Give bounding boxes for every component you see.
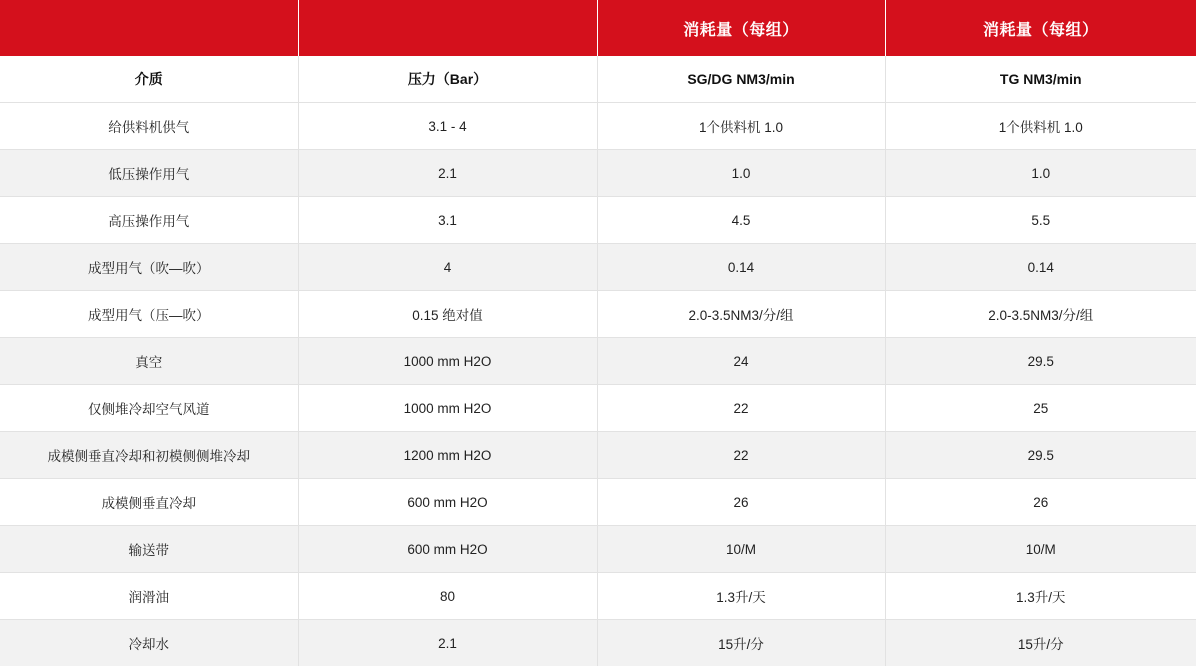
table-row <box>0 620 1196 666</box>
banner-cell-blank-medium <box>0 0 298 56</box>
table-row <box>0 291 1196 338</box>
cell-medium: 真空 <box>0 338 298 385</box>
banner-cell-consumption-tg: 消耗量（每组） <box>885 0 1196 56</box>
subheader-tg: TG NM3/min <box>885 56 1196 103</box>
cell-tg: 15升/分 <box>885 620 1196 666</box>
cell-medium: 润滑油 <box>0 573 298 620</box>
cell-tg: 10/M <box>885 526 1196 573</box>
table-row <box>0 150 1196 197</box>
cell-tg: 29.5 <box>885 432 1196 479</box>
cell-sgdg: 15升/分 <box>597 620 885 666</box>
cell-pressure: 1000 mm H2O <box>298 385 597 432</box>
cell-medium: 仅侧堆冷却空气风道 <box>0 385 298 432</box>
table-subheader-row <box>0 56 1196 103</box>
cell-sgdg: 4.5 <box>597 197 885 244</box>
cell-tg: 29.5 <box>885 338 1196 385</box>
cell-pressure: 600 mm H2O <box>298 526 597 573</box>
table-row <box>0 573 1196 620</box>
cell-medium: 成型用气（吹—吹） <box>0 244 298 291</box>
table-row <box>0 338 1196 385</box>
table-banner-row <box>0 0 1196 56</box>
cell-pressure: 80 <box>298 573 597 620</box>
cell-medium: 输送带 <box>0 526 298 573</box>
cell-medium: 给供料机供气 <box>0 103 298 150</box>
cell-pressure: 4 <box>298 244 597 291</box>
cell-pressure: 3.1 - 4 <box>298 103 597 150</box>
cell-sgdg: 2.0-3.5NM3/分/组 <box>597 291 885 338</box>
cell-sgdg: 1.0 <box>597 150 885 197</box>
cell-medium: 冷却水 <box>0 620 298 666</box>
cell-sgdg: 0.14 <box>597 244 885 291</box>
cell-medium: 成模侧垂直冷却 <box>0 479 298 526</box>
banner-cell-consumption-sgdg: 消耗量（每组） <box>597 0 885 56</box>
table-row <box>0 244 1196 291</box>
cell-tg: 26 <box>885 479 1196 526</box>
subheader-medium: 介质 <box>0 56 298 103</box>
cell-tg: 25 <box>885 385 1196 432</box>
subheader-pressure: 压力（Bar） <box>298 56 597 103</box>
cell-sgdg: 1.3升/天 <box>597 573 885 620</box>
cell-tg: 1.3升/天 <box>885 573 1196 620</box>
table-row <box>0 479 1196 526</box>
cell-medium: 成模侧垂直冷却和初模侧侧堆冷却 <box>0 432 298 479</box>
cell-pressure: 0.15 绝对值 <box>298 291 597 338</box>
cell-sgdg: 1个供料机 1.0 <box>597 103 885 150</box>
table-row <box>0 103 1196 150</box>
table-row <box>0 526 1196 573</box>
cell-sgdg: 26 <box>597 479 885 526</box>
banner-cell-blank-pressure <box>298 0 597 56</box>
cell-pressure: 2.1 <box>298 620 597 666</box>
subheader-sgdg: SG/DG NM3/min <box>597 56 885 103</box>
cell-medium: 低压操作用气 <box>0 150 298 197</box>
cell-sgdg: 24 <box>597 338 885 385</box>
cell-tg: 1.0 <box>885 150 1196 197</box>
table-body <box>0 56 1196 666</box>
cell-medium: 高压操作用气 <box>0 197 298 244</box>
cell-tg: 2.0-3.5NM3/分/组 <box>885 291 1196 338</box>
table-row <box>0 432 1196 479</box>
table-row <box>0 197 1196 244</box>
cell-pressure: 1200 mm H2O <box>298 432 597 479</box>
cell-pressure: 1000 mm H2O <box>298 338 597 385</box>
cell-tg: 5.5 <box>885 197 1196 244</box>
cell-tg: 1个供料机 1.0 <box>885 103 1196 150</box>
cell-pressure: 3.1 <box>298 197 597 244</box>
cell-sgdg: 22 <box>597 432 885 479</box>
table-row <box>0 385 1196 432</box>
cell-tg: 0.14 <box>885 244 1196 291</box>
cell-medium: 成型用气（压—吹） <box>0 291 298 338</box>
cell-pressure: 600 mm H2O <box>298 479 597 526</box>
cell-sgdg: 22 <box>597 385 885 432</box>
cell-sgdg: 10/M <box>597 526 885 573</box>
cell-pressure: 2.1 <box>298 150 597 197</box>
table-header <box>0 0 1196 56</box>
